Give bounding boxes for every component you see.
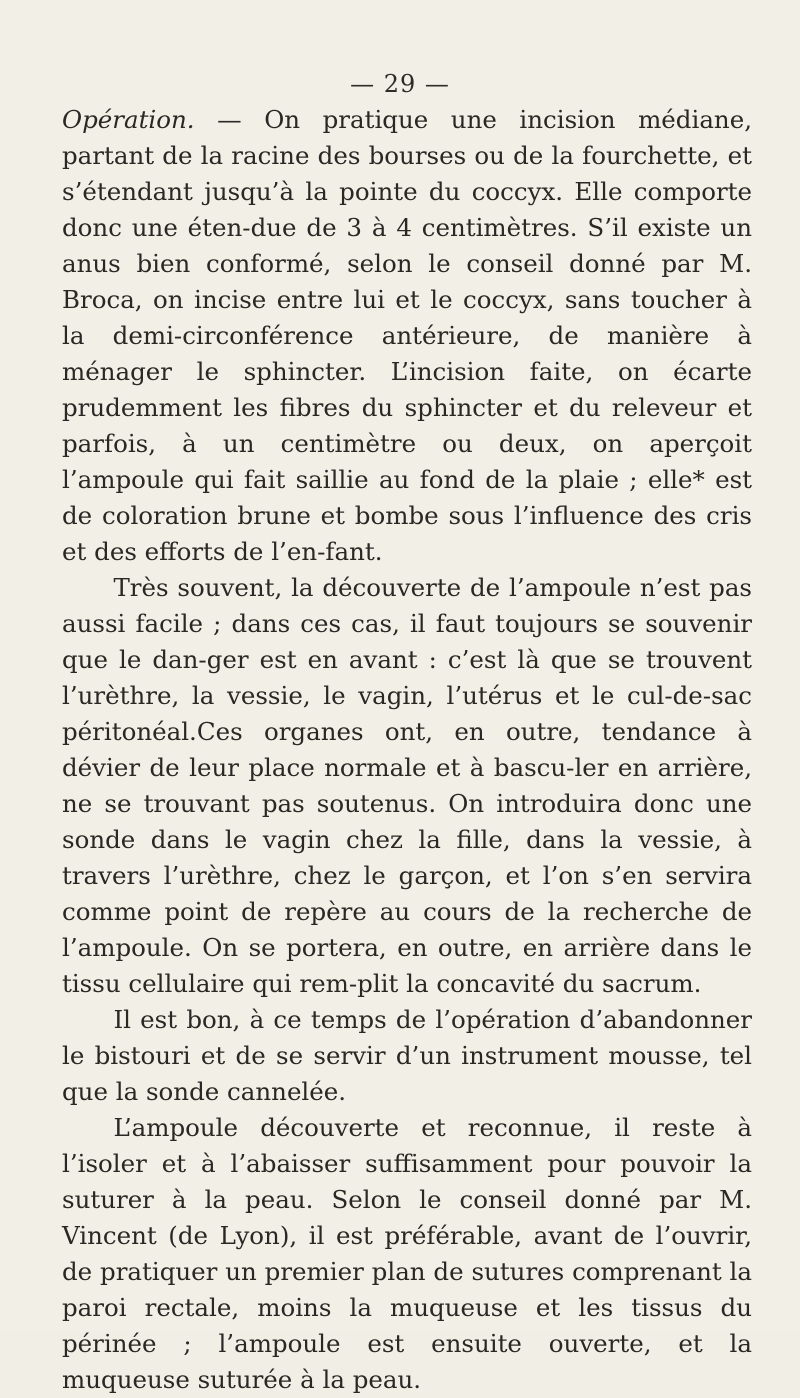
paragraph: Très souvent, la découverte de l’ampoule n’est pas aussi facile ; dans ces cas, il faut toujours se souvenir que le dan-ger est en avant : c’est là que se trouvent l’urèthre, la vessie, le vagin, l’utérus et le cul-de-sac péritonéal.Ces organes ont, en outre, tendance à dévier de leur place normale et à bascu-ler en arrière, ne se trouvant pas soutenus. On introduira donc une sonde dans le vagin chez la fille, dans la vessie, à travers l’urèthre, chez le garçon, et l’on s’en servira comme point de repère au cours de la recherche de l’ampoule. On se portera, en outre, en arrière dans le tissu cellulaire qui rem-plit la concavité du sacrum. [62, 573, 752, 998]
paragraph: Il est bon, à ce temps de l’opération d’abandonner le bistouri et de se servir d’un instrument mousse, tel que la sonde cannelée. [62, 1005, 752, 1106]
paragraph-text: — On pratique une incision médiane, partant de la racine des bourses ou de la fourchette, et s’étendant jusqu’à la pointe du coccyx. Elle comporte donc une éten-due de 3 à 4 centimètres. S’il existe un anus bien conformé, selon le conseil donné par M. Broca, on incise entre lui et le coccyx, sans toucher à la demi-circonférence antérieure, de manière à ménager le sphincter. L’incision faite, on écarte prudemment les fibres du sphincter et du releveur et parfois, à un centimètre ou deux, on aperçoit l’ampoule qui fait saillie au fond de la plaie ; elle* est de coloration brune et bombe sous l’influence des cris et des efforts de l’en-fant. [62, 105, 752, 566]
page-number: — 29 — [350, 70, 450, 98]
body-text [62, 102, 752, 1398]
section-heading-operation: Opération. [62, 105, 195, 134]
paragraph-operation [62, 102, 752, 570]
paragraph: L’ampoule découverte et reconnue, il reste à l’isoler et à l’abaisser suffisamment pour pouvoir la suturer à la peau. Selon le conseil donné par M. Vincent (de Lyon), il est préférable, avant de l’ouvrir, de pratiquer un premier plan de sutures comprenant la paroi rectale, moins la muqueuse et les tissus du périnée ; l’ampoule est ensuite ouverte, et la muqueuse suturée à la peau. [62, 1113, 752, 1394]
